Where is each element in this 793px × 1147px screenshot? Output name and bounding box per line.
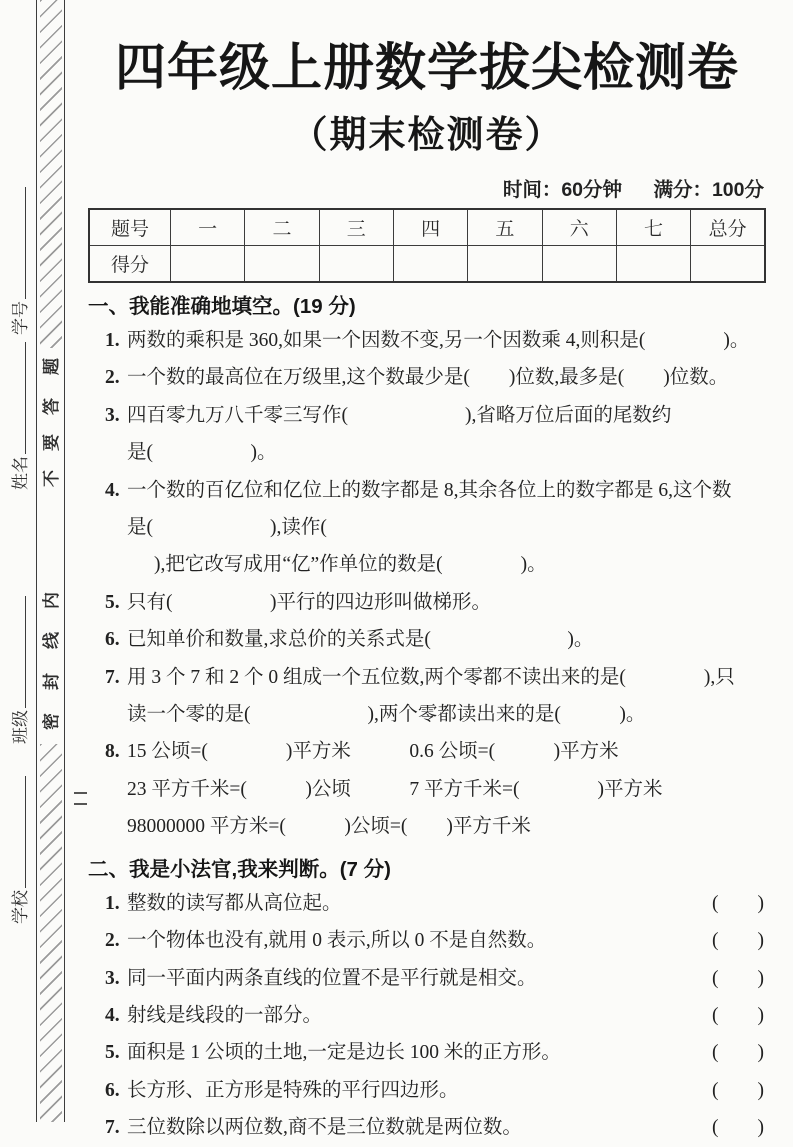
section-true-false <box>88 855 766 1147</box>
seal-char: 答 <box>42 398 61 415</box>
school-label: 学校 <box>11 890 30 924</box>
question-number: 8. <box>105 741 120 763</box>
question-text: 读一个零的是( ),两个零都读出来的是( )。 <box>127 704 646 726</box>
question <box>88 733 766 770</box>
score-row-label: 得分 <box>89 246 171 283</box>
class-field <box>8 596 30 744</box>
seal-char: 封 <box>42 673 61 690</box>
question-text: 是( )。 <box>127 442 277 464</box>
question-text: 一个数的最高位在万级里,这个数最少是( )位数,最多是( )位数。 <box>127 367 729 389</box>
class-blank <box>8 596 26 708</box>
seal-char: 题 <box>42 358 61 375</box>
exam-meta <box>88 174 764 202</box>
question-number: 6. <box>105 1079 120 1101</box>
seal-char: 密 <box>42 713 61 730</box>
seal-line-left <box>36 0 37 1122</box>
question-text: 23 平方千米=( )公顷 7 平方千米=( )平方米 <box>127 778 663 800</box>
section2-questions <box>88 885 766 1147</box>
question-number: 5. <box>105 1042 120 1064</box>
school-blank <box>8 776 26 888</box>
question-text: 两数的乘积是 360,如果一个因数不变,另一个因数乘 4,则积是( )。 <box>127 330 750 351</box>
question <box>88 1109 766 1146</box>
question-text: 用 3 个 7 和 2 个 0 组成一个五位数,两个零都不读出来的是( ),只 <box>127 666 735 688</box>
question <box>88 1034 766 1071</box>
score-header-cell: 四 <box>393 209 467 246</box>
class-label: 班级 <box>11 710 30 744</box>
question <box>88 322 766 359</box>
question-text: 只有( )平行的四边形叫做梯形。 <box>127 591 491 613</box>
question <box>88 659 766 696</box>
seal-char: 要 <box>42 434 61 451</box>
question-number: 2. <box>105 367 120 389</box>
question-text: 98000000 平方米=( )公顷=( )平方千米 <box>127 816 531 838</box>
student-name-blank <box>8 342 26 454</box>
score-header-cell: 五 <box>468 209 542 246</box>
seal-char: 内 <box>42 592 61 609</box>
seal-char: 线 <box>42 632 61 649</box>
answer-blank: ( ) <box>712 1079 764 1101</box>
question-number: 3. <box>105 967 120 989</box>
score-table <box>88 208 766 283</box>
answer-blank: ( ) <box>712 930 764 952</box>
question <box>88 997 766 1034</box>
score-header-cell: 总分 <box>691 209 765 246</box>
question-number: 4. <box>105 1004 120 1026</box>
time-limit: 时间：60分钟 <box>502 179 623 201</box>
question-text: 三位数除以两位数,商不是三位数就是两位数。 <box>127 1117 522 1139</box>
seal-char: 不 <box>42 470 61 487</box>
student-name-field <box>8 342 30 490</box>
score-cell <box>542 246 616 283</box>
hatch-pattern-bottom <box>40 744 62 1122</box>
fold-mark <box>74 792 87 805</box>
question <box>88 885 766 922</box>
answer-blank: ( ) <box>712 1117 764 1139</box>
answer-blank: ( ) <box>712 1042 764 1064</box>
score-cell <box>468 246 542 283</box>
full-score: 满分：100分 <box>653 179 764 201</box>
score-table-score-row <box>89 246 765 283</box>
score-cell <box>616 246 690 283</box>
question-text: 整数的读写都从高位起。 <box>127 892 342 914</box>
exam-paper <box>88 26 766 1147</box>
question-text: 长方形、正方形是特殊的平行四边形。 <box>127 1079 459 1101</box>
question <box>88 1072 766 1109</box>
question-number: 1. <box>105 330 120 351</box>
question-text: 一个数的百亿位和亿位上的数字都是 8,其余各位上的数字都是 6,这个数 <box>127 479 732 501</box>
score-cell <box>171 246 245 283</box>
student-number-blank <box>8 187 26 299</box>
section2-heading: 二、我是小法官,我来判断。(7 分) <box>88 857 391 881</box>
question-text: 面积是 1 公顷的土地,一定是边长 100 米的正方形。 <box>127 1042 561 1064</box>
question-number: 1. <box>105 892 120 914</box>
section-fill-in-blanks <box>88 292 766 846</box>
question-number: 4. <box>105 479 120 501</box>
question <box>88 960 766 997</box>
answer-blank: ( ) <box>712 1004 764 1026</box>
question-text: 15 公顷=( )平方米 0.6 公顷=( )平方米 <box>127 741 619 763</box>
school-field <box>8 776 30 924</box>
score-cell <box>691 246 765 283</box>
question-text: 同一平面内两条直线的位置不是平行就是相交。 <box>127 967 537 989</box>
question <box>88 922 766 959</box>
score-table-header-row <box>89 209 765 246</box>
hatch-pattern-top <box>40 0 62 348</box>
seal-line-right <box>64 0 65 1122</box>
score-header-cell: 一 <box>171 209 245 246</box>
score-header-cell: 二 <box>245 209 319 246</box>
question-text: 一个物体也没有,就用 0 表示,所以 0 不是自然数。 <box>127 930 547 952</box>
answer-blank: ( ) <box>712 892 764 914</box>
question <box>88 621 766 658</box>
score-header-cell: 七 <box>616 209 690 246</box>
student-name-label: 姓名 <box>11 456 30 490</box>
score-header-cell: 三 <box>319 209 393 246</box>
page-subtitle: （期末检测卷） <box>290 115 564 156</box>
question-text: 射线是线段的一部分。 <box>127 1004 323 1026</box>
question-number: 2. <box>105 930 120 952</box>
score-header-cell: 六 <box>542 209 616 246</box>
score-cell <box>393 246 467 283</box>
section1-heading: 一、我能准确地填空。(19 分) <box>88 295 356 318</box>
page-title: 四年级上册数学拔尖检测卷 <box>114 41 739 97</box>
score-header-cell: 题号 <box>89 209 171 246</box>
question <box>88 397 766 434</box>
student-number-field <box>8 187 30 335</box>
question-text: 已知单价和数量,求总价的关系式是( )。 <box>127 629 594 651</box>
score-cell <box>319 246 393 283</box>
question-number: 3. <box>105 404 120 426</box>
question-text: 是( ),读作( <box>127 517 327 539</box>
question-text: 四百零九万八千零三写作( ),省略万位后面的尾数约 <box>127 404 672 426</box>
question-number: 6. <box>105 629 120 651</box>
question-number: 5. <box>105 591 120 613</box>
section1-questions <box>88 322 766 846</box>
answer-blank: ( ) <box>712 967 764 989</box>
question <box>88 584 766 621</box>
question-number: 7. <box>105 1117 120 1139</box>
question-number: 7. <box>105 666 120 688</box>
score-cell <box>245 246 319 283</box>
question-text: ),把它改写成用“亿”作单位的数是( )。 <box>154 554 547 576</box>
question <box>88 359 766 396</box>
student-number-label: 学号 <box>11 301 30 335</box>
question <box>88 472 766 509</box>
